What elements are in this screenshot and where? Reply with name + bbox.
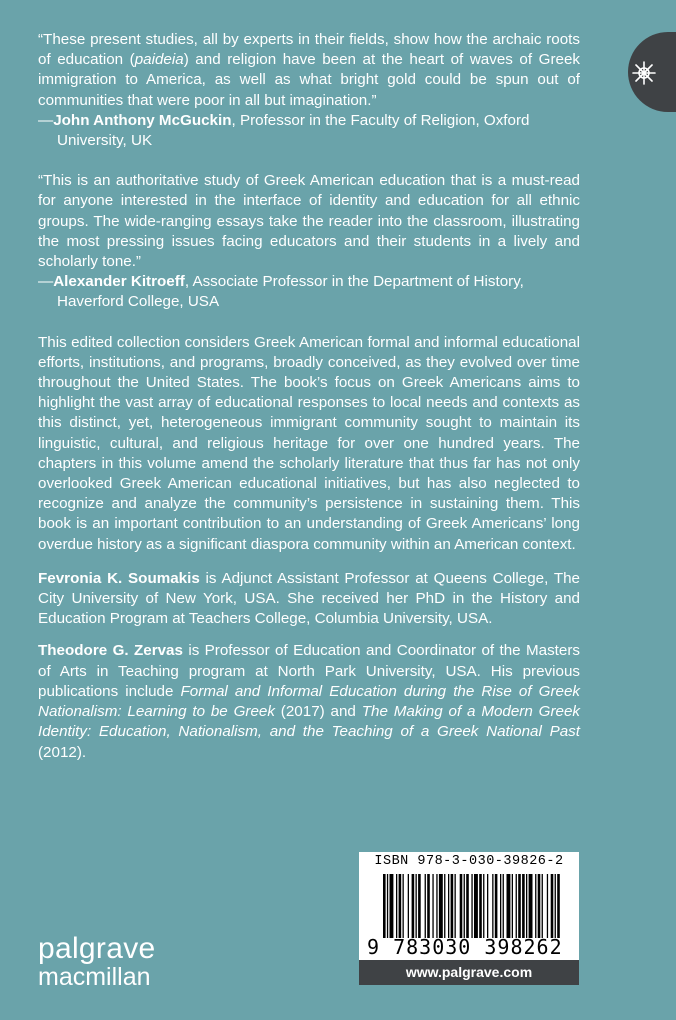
- barcode-bar: [436, 874, 437, 938]
- author-bio-1: [38, 569, 580, 630]
- barcode-bar: [492, 874, 493, 938]
- publication-title: The Making of a Modern Greek Identity: Education, Nationalism, and the Teaching of a Greek National Past: [38, 703, 581, 741]
- quote-1-text-a: “These present studies, all by experts in their fields, show how the archaic roots of education (: [38, 31, 580, 69]
- back-cover-text: [38, 30, 580, 763]
- publisher-corner-tab: [628, 32, 676, 112]
- attribution-role: , Professor in the Faculty of Religion, Oxford University, UK: [57, 111, 530, 150]
- quote-1: [38, 30, 580, 111]
- barcode-bar: [412, 874, 415, 938]
- attribution-name: John Anthony McGuckin: [53, 111, 232, 129]
- isbn-label: ISBN 978-3-030-39826-2: [374, 854, 564, 869]
- quote-2: “This is an authoritative study of Greek American education that is a must-read for anyone interested in the interface of identity and education for all ethnic groups. The wide-ranging essays take the reader into the classroom, illustrating the most pressing issues facing educators and their students in a lively and scholarly tone.”: [38, 172, 580, 271]
- barcode-bar: [483, 874, 484, 938]
- attribution-name: Alexander Kitroeff: [53, 273, 185, 291]
- publisher-url: www.palgrave.com: [359, 960, 579, 985]
- author-bio-text: (2017) and: [274, 703, 362, 721]
- quote-2-attribution: [38, 272, 580, 312]
- barcode-bar: [390, 874, 394, 938]
- author-bio-text: is Adjunct Assistant Professor at Queens College, The City University of New York, USA. She received her PhD in the History and Education Program at Teachers College, Columbia University, USA.: [38, 569, 580, 628]
- barcode-bar: [399, 874, 402, 938]
- barcode-bar: [474, 874, 478, 938]
- barcode-bar: [547, 874, 548, 938]
- author-bio-text: is Professor of Education and Coordinator of the Masters of Arts in Teaching program at North Park University, USA. His previous publications include: [38, 642, 580, 700]
- barcode-bar: [479, 874, 482, 938]
- barcode-bar: [512, 874, 513, 938]
- barcode-bar: [555, 874, 556, 938]
- barcode-bar: [425, 874, 426, 938]
- barcode-bar: [503, 874, 504, 938]
- barcode-bar: [427, 874, 430, 938]
- barcode-bar: [551, 874, 554, 938]
- barcode-bar: [522, 874, 525, 938]
- barcode-bar: [471, 874, 472, 938]
- dash: —: [38, 111, 54, 129]
- quote-1-text-b: ) and religion have been at the heart of waves of Greek immigration to America, as well as what bright gold could be spun out of communities that were poor in all but imagination.”: [38, 51, 580, 109]
- barcode-bar: [403, 874, 404, 938]
- author-name: Theodore G. Zervas: [38, 642, 183, 660]
- palgrave-macmillan-logo: [38, 934, 155, 990]
- barcode-bar: [455, 874, 456, 938]
- barcode-bar: [451, 874, 454, 938]
- logo-line-2: macmillan: [38, 963, 151, 991]
- barcode-bar: [487, 874, 488, 938]
- barcode-bar: [507, 874, 511, 938]
- barcode-bar: [464, 874, 465, 938]
- barcode-bar: [526, 874, 527, 938]
- barcode-bar: [383, 874, 386, 938]
- barcode-bar: [557, 874, 560, 938]
- isbn-barcode-box: [359, 852, 579, 985]
- barcode-bar: [466, 874, 469, 938]
- quote-1-italic: paideia: [134, 51, 184, 69]
- barcode-bar: [387, 874, 388, 938]
- barcode-bar: [518, 874, 521, 938]
- barcode-bar: [416, 874, 417, 938]
- book-description: This edited collection considers Greek American formal and informal educational efforts, institutions, and programs, broadly conceived, as they evolved over time throughout the United States. The book’s focus on Greek Americans aims to highlight the vast array of educational responses to local needs and contexts as this distinct, yet, heterogeneous immigrant community sought to maintain its linguistic, cultural, and religious heritage for over one hundred years. The chapters in this volume amend the scholarly literature that thus far has not only overlooked Greek American educational initiatives, but has also neglected to recognize and analyze the community’s persistence in sustaining them. This book is an important contribution to an understanding of Greek Americans’ long overdue history as a significant diaspora community within an American context.: [38, 333, 580, 553]
- barcode-bar: [418, 874, 421, 938]
- publication-title: Formal and Informal Education during the Rise of Greek Nationalism: Learning to be Greek: [38, 682, 581, 721]
- barcode-bar: [396, 874, 397, 938]
- author-name: Fevronia K. Soumakis: [38, 569, 200, 587]
- barcode-bar: [448, 874, 449, 938]
- quote-1-attribution: [38, 111, 580, 151]
- barcode-bar: [439, 874, 443, 938]
- barcode-graphic: [383, 874, 563, 938]
- barcode-bar: [460, 874, 463, 938]
- barcode-bar: [432, 874, 433, 938]
- author-bio-text: (2012).: [38, 743, 87, 761]
- ean-digits: 9 783030 398262: [367, 935, 563, 959]
- logo-line-1: palgrave: [38, 932, 156, 965]
- dash: —: [38, 273, 54, 291]
- barcode-bar: [444, 874, 445, 938]
- barcode-bar: [495, 874, 498, 938]
- barcode-bar: [529, 874, 533, 938]
- barcode-bar: [408, 874, 409, 938]
- springer-nature-logo-icon: [630, 58, 670, 88]
- author-bio-2: [38, 641, 580, 762]
- attribution-role: , Associate Professor in the Department of History, Haverford College, USA: [57, 273, 524, 311]
- barcode-bar: [500, 874, 501, 938]
- barcode-bar: [538, 874, 541, 938]
- barcode-bar: [542, 874, 543, 938]
- barcode-bar: [535, 874, 536, 938]
- barcode-bar: [516, 874, 517, 938]
